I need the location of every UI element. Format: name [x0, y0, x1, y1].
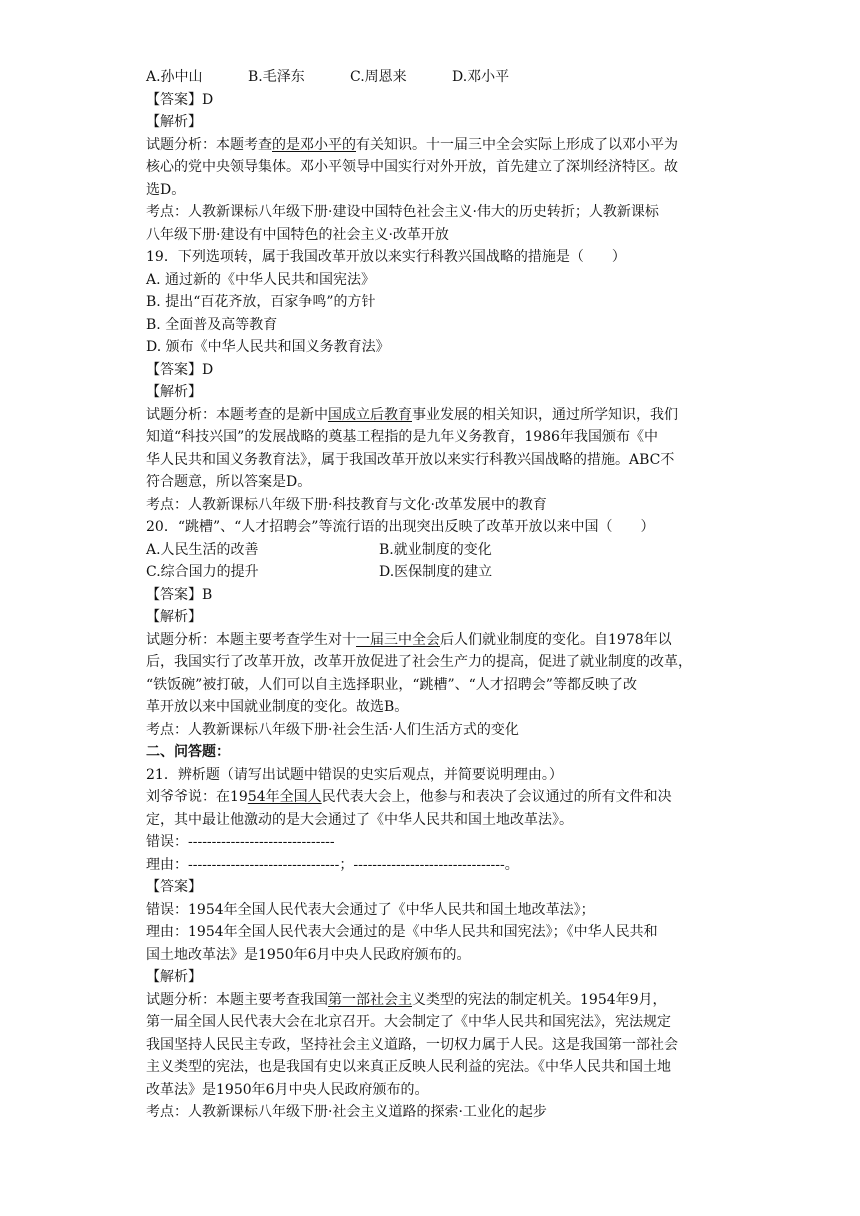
q21-analysis-line: 主义类型的宪法，也是我国有史以来真正反映人民利益的宪法。《中华人民共和国土地	[146, 1059, 671, 1075]
q21-kaodian: 考点：人教新课标八年级下册·社会主义道路的探索·工业化的起步	[146, 1104, 547, 1120]
q20-analysis-line: 革开放以来中国就业制度的变化。故选B。	[146, 699, 409, 715]
q18-option-d: D.邓小平	[452, 69, 510, 85]
q21-answer-line: 错误：1954年全国人民代表大会通过了《中华人民共和国土地改革法》；	[146, 901, 595, 918]
q20-option-b: B.就业制度的变化	[379, 541, 492, 558]
q20-analysis-line: 试题分析：本题主要考查学生对十一届三中全会后人们就业制度的变化。自1978年以	[146, 631, 672, 648]
q19-option-d: D. 颁布《中华人民共和国义务教育法》	[146, 339, 390, 355]
q19-analysis-line: 试题分析：本题考查的是新中国成立后教育事业发展的相关知识，通过所学知识，我们	[146, 406, 678, 423]
q20-kaodian: 考点：人教新课标八年级下册·社会生活·人们生活方式的变化	[146, 721, 519, 738]
q19-answer: 【答案】D	[146, 361, 214, 378]
q21-analysis-label: 【解析】	[146, 969, 202, 985]
q21-analysis-line: 我国坚持人民民主专政，坚持社会主义道路，一切权力属于人民。这是我国第一部社会	[146, 1036, 678, 1053]
q19-option-c: B. 全面普及高等教育	[146, 316, 278, 333]
q20-options-row-2	[146, 561, 714, 584]
q20-option-d: D.医保制度的建立	[379, 564, 493, 580]
q20-option-a: A.人民生活的改善	[146, 541, 259, 558]
q21-analysis-line: 改革法》是1950年6月中央人民政府颁布的。	[146, 1081, 429, 1098]
section-heading: 二、问答题：	[146, 744, 230, 760]
q19-option-a: A. 通过新的《中华人民共和国宪法》	[146, 271, 376, 288]
q18-analysis-line: 核心的党中央领导集体。邓小平领导中国实行对外开放，首先建立了深圳经济特区。故	[146, 159, 678, 175]
q19-option-b: B. 提出“百花齐放，百家争鸣”的方针	[146, 294, 376, 310]
q19-analysis-line: 华人民共和国义务教育法》，属于我国改革开放以来实行科教兴国战略的措施。ABC不	[146, 451, 675, 468]
q18-option-c: C.周恩来	[350, 69, 407, 85]
q21-reason-blank: 理由：--------------------------------；--------------------------------。	[146, 856, 519, 873]
q18-analysis-line: 试题分析：本题考查的是邓小平的有关知识。十一届三中全会实际上形成了以邓小平为	[146, 136, 678, 153]
document-page	[146, 66, 714, 1124]
q20-analysis-label: 【解析】	[146, 609, 202, 625]
q19-analysis-line: 知道“科技兴国”的发展战略的奠基工程指的是九年义务教育，1986年我国颁布《中	[146, 429, 658, 445]
q19-analysis-label: 【解析】	[146, 384, 202, 400]
q21-passage-line: 刘爷爷说：在1954年全国人民代表大会上，他参与和表决了会议通过的所有文件和决	[146, 789, 672, 805]
q21-stem: 21．辨析题（请写出试题中错误的史实后观点，并简要说明理由。）	[146, 766, 563, 783]
q21-passage-line: 定，其中最让他激动的是大会通过了《中华人民共和国土地改革法》。	[146, 811, 573, 828]
q18-option-a: A.孙中山	[146, 69, 203, 85]
q21-analysis-line: 试题分析：本题主要考查我国第一部社会主义类型的宪法的制定机关。1954年9月，	[146, 991, 667, 1008]
q20-answer: 【答案】B	[146, 586, 213, 603]
q21-answer-line: 国土地改革法》是1950年6月中央人民政府颁布的。	[146, 946, 471, 963]
q20-options-row-1	[146, 539, 714, 562]
q21-analysis-line: 第一届全国人民代表大会在北京召开。大会制定了《中华人民共和国宪法》，宪法规定	[146, 1014, 671, 1030]
q18-kaodian: 考点：人教新课标八年级下册·建设中国特色社会主义·伟大的历史转折；人教新课标	[146, 204, 659, 220]
q20-analysis-line: “铁饭碗”被打破，人们可以自主选择职业，“跳槽”、“人才招聘会”等都反映了改	[146, 676, 637, 693]
q19-kaodian: 考点：人教新课标八年级下册·科技教育与文化·改革发展中的教育	[146, 496, 547, 513]
q18-option-b: B.毛泽东	[248, 69, 305, 85]
q18-options	[146, 66, 714, 89]
q18-analysis-label: 【解析】	[146, 114, 202, 130]
q18-analysis-line: 选D。	[146, 181, 186, 198]
q18-answer: 【答案】D	[146, 91, 214, 108]
q18-kaodian: 八年级下册·建设有中国特色的社会主义·改革开放	[146, 226, 449, 243]
q20-option-c: C.综合国力的提升	[146, 564, 259, 580]
q21-answer-line: 理由：1954年全国人民代表大会通过的是《中华人民共和国宪法》；《中华人民共和	[146, 924, 658, 940]
q21-answer-label: 【答案】	[146, 879, 202, 895]
q20-analysis-line: 后，我国实行了改革开放，改革开放促进了社会生产力的提高，促进了就业制度的改革，	[146, 654, 692, 670]
q19-stem: 19．下列选项转，属于我国改革开放以来实行科教兴国战略的措施是（ ）	[146, 249, 626, 265]
q21-error-blank: 错误：-------------------------------	[146, 834, 335, 850]
q20-stem: 20．“跳槽”、“人才招聘会”等流行语的出现突出反映了改革开放以来中国（ ）	[146, 519, 655, 535]
q19-analysis-line: 符合题意，所以答案是D。	[146, 474, 312, 490]
